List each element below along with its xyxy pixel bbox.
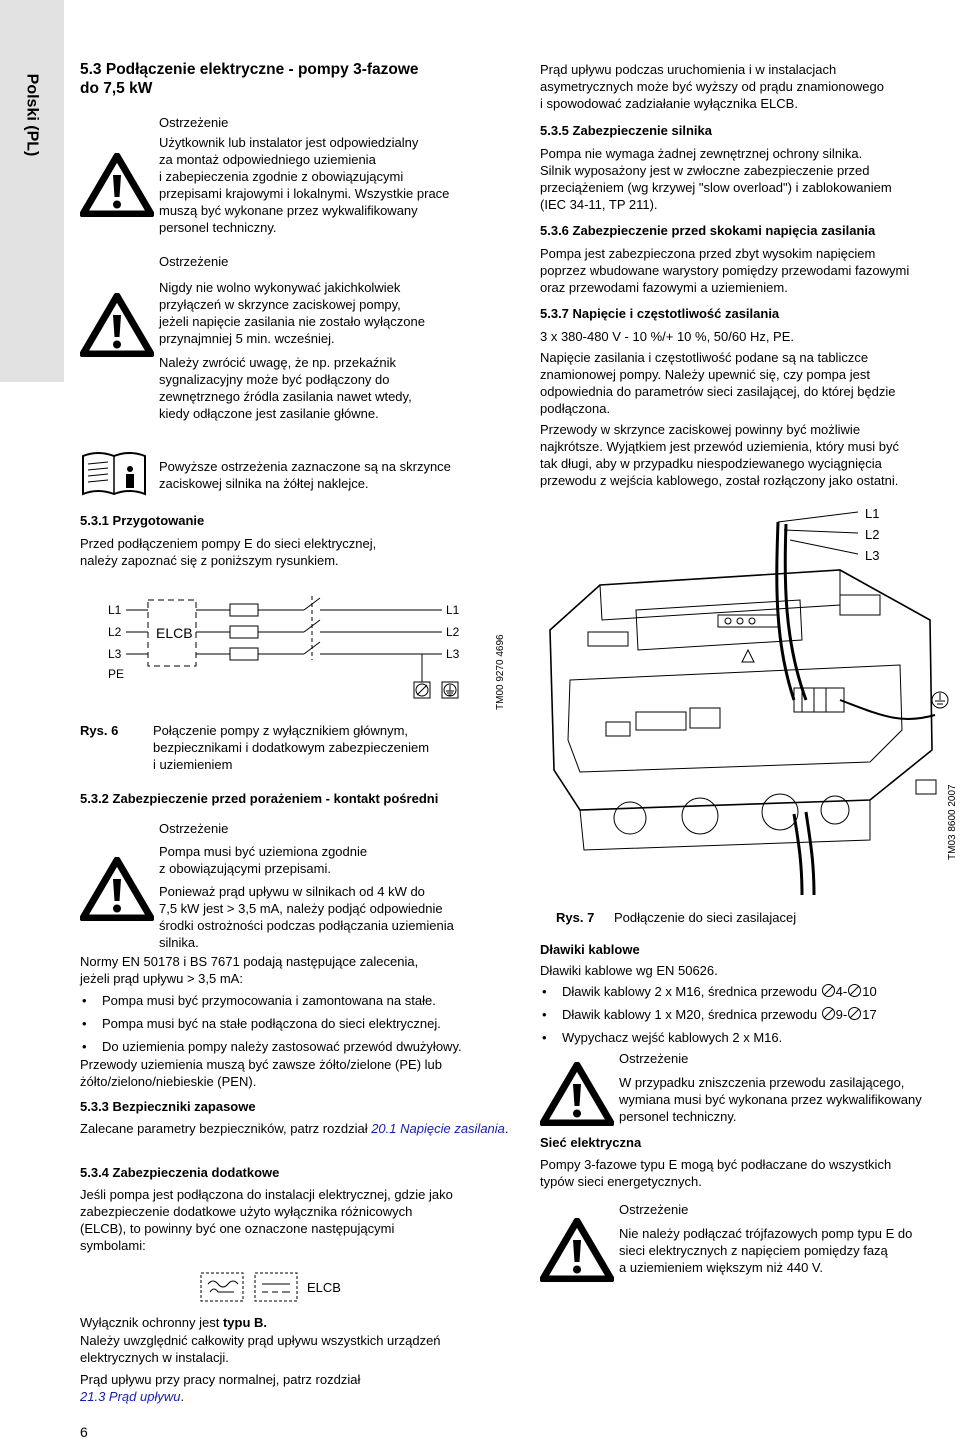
diameter-icon (848, 984, 861, 997)
list-item: • Wypychacz wejść kablowych 2 x M16. (540, 1029, 960, 1046)
warning-title: Ostrzeżenie (159, 821, 229, 836)
ground-wire-text: Przewody uziemienia muszą być zawsze żółto/zielone (PE) lub żółto/zielono/niebieskie (PEN). (80, 1057, 442, 1089)
glands-list (540, 983, 960, 1052)
figure-code: TM00 9270 4696 (495, 634, 506, 710)
figure-caption: Podłączenie do sieci zasilajacej (614, 910, 797, 925)
wiring-length-text: Przewody w skrzynce zaciskowej powinny być możliwie najkrótsze. Wyjątkiem jest przewód uziemienia, który musi być tak długi, aby w przypadku niespodziewanego wyciągnięcia przewodu z wejścia kablowego, został rozłączony jako ostatni. (540, 422, 899, 488)
section-title-5-3-4: 5.3.4 Zabezpieczenia dodatkowe (80, 1165, 280, 1180)
language-label: Polski (PL) (23, 73, 41, 157)
section-title-5-3-7: 5.3.7 Napięcie i częstotliwość zasilania (540, 306, 780, 321)
warning-title: Ostrzeżenie (159, 115, 229, 130)
link-supply-voltage[interactable]: 20.1 Napięcie zasilania (371, 1121, 505, 1136)
warning-title: Ostrzeżenie (619, 1051, 689, 1066)
section-title-5-3-1: 5.3.1 Przygotowanie (80, 513, 205, 528)
warning-text: W przypadku zniszczenia przewodu zasilającego, wymiana musi być wykonana przez wykwalifikowany personel techniczny. (619, 1075, 922, 1124)
diameter-icon (822, 984, 835, 997)
motor-protection-text: Pompa nie wymaga żadnej zewnętrznej ochrony silnika. Silnik wyposażony jest w zwłoczne zabezpieczenie przed przeciążeniem (wg krzywej "slow overload") i zablokowaniem (IEC 34-11, TP 211). (540, 146, 892, 212)
out-label-l1: L1 (446, 603, 460, 617)
list-item: • Pompa musi być przymocowania i zamontowana na stałe. (80, 992, 510, 1009)
breaker-text: Wyłącznik ochronny jest typu B. (80, 1315, 267, 1330)
supply-voltage-value: 3 x 380-480 V - 10 %/+ 10 %, 50/60 Hz, PE. (540, 329, 795, 344)
wiring-diagram-fig6 (80, 592, 520, 714)
section-title-5-3-6: 5.3.6 Zabezpieczenie przed skokami napięcia zasilania (540, 223, 876, 238)
glands-text: Dławiki kablowe wg EN 50626. (540, 963, 718, 978)
warning-block-4 (619, 1050, 959, 1125)
in-label-l3: L3 (108, 647, 122, 661)
warning-icon (80, 293, 154, 357)
list-item: • Dławik kablowy 1 x M20, średnica przewodu 9- 17 (540, 1006, 960, 1023)
warning-text: Użytkownik lub instalator jest odpowiedzialny za montaż odpowiedniego uziemienia i zabepieczenia zgodnie z obowiązującymi przepisami krajowymi i lokalnymi. Wszystkie prace muszą być wykonane przez wykwalifikowany personel techniczny. (159, 135, 450, 235)
section-title-glands: Dławiki kablowe (540, 942, 640, 957)
warning-block-3 (159, 820, 499, 951)
in-label-pe: PE (108, 667, 125, 681)
supply-voltage-text: Napięcie zasilania i częstotliwość podane są na tabliczce znamionowej pompy. Należy upewnić się, czy pompa jest odpowiednia do parametrów sieci zasilającej, do której będzie podłączona. (540, 350, 896, 416)
figure-caption: Połączenie pompy z wyłącznikiem głównym, bezpiecznikami i dodatkowym zabezpieczeniem i uziemieniem (153, 723, 430, 772)
terminal-box-drawing-fig7 (540, 500, 960, 900)
leakage-intro-text: Prąd upływu podczas uruchomienia i w instalacjach asymetrycznych może być wyższy od prądu znamionowego i spowodować zadziałanie wyłącznika ELCB. (540, 62, 884, 111)
elcb-symbol-label: ELCB (307, 1280, 341, 1295)
norms-bullet-list (80, 992, 510, 1061)
fuse-text: Zalecane parametry bezpieczników, patrz rozdział 20.1 Napięcie zasilania. (80, 1121, 509, 1136)
leakage-text: Należy uwzględnić całkowity prąd upływu wszystkich urządzeń elektrycznych w instalacji. (80, 1333, 441, 1365)
figure-code: TM03 8600 2007 (947, 784, 958, 860)
section-title-network: Sieć elektryczna (540, 1135, 642, 1150)
preparation-text: Przed podłączeniem pompy E do sieci elektrycznej, należy zapoznać się z poniższym rysunkiem. (80, 536, 377, 568)
surge-protection-text: Pompa jest zabezpieczona przed zbyt wysokim napięciem poprzez wbudowane warystory pomiędzy przewodami fazowymi oraz przewodami fazowymi a uziemieniem. (540, 246, 910, 295)
supply-label-l3: L3 (865, 548, 880, 563)
network-text: Pompy 3-fazowe typu E mogą być podłaczane do wszystkich typów sieci energetycznych. (540, 1157, 892, 1189)
figure-number: Rys. 6 (80, 723, 119, 738)
warning-title: Ostrzeżenie (159, 254, 229, 269)
supply-label-l1: L1 (865, 506, 880, 521)
read-manual-icon (80, 450, 148, 498)
warning-text: Należy zwrócić uwagę, że np. przekaźnik sygnalizacyjny może być podłączony do zewnętrznego źródla zasilania nawet wtedy, kiedy odłączone jest zasilanie główne. (159, 355, 412, 421)
out-label-l3: L3 (446, 647, 460, 661)
section-title-5-3: 5.3 Podłączenie elektryczne - pompy 3-fazowe do 7,5 kW (80, 61, 419, 97)
list-item: • Do uziemienia pompy należy zastosować przewód dwużyłowy. (80, 1038, 510, 1055)
figure-number: Rys. 7 (556, 910, 595, 925)
warning-text: Nie należy podłączać trójfazowych pomp typu E do sieci elektrycznych z napięciem pomiędzy fazą a uziemieniem większym niż 440 V. (619, 1226, 913, 1275)
link-leakage-current[interactable]: 21.3 Prąd upływu (80, 1389, 181, 1404)
diameter-icon (848, 1007, 861, 1020)
elcb-text: Jeśli pompa jest podłączona do instalacji elektrycznej, gdzie jako zabezpieczenie dodatkowe użyto wyłącznika różnicowych (ELCB), to powinny być one oznaczone następującymi symbolami: (80, 1187, 453, 1253)
elcb-label: ELCB (156, 625, 193, 641)
section-title-5-3-3: 5.3.3 Bezpieczniki zapasowe (80, 1099, 256, 1114)
section-title-5-3-5: 5.3.5 Zabezpieczenie silnika (540, 123, 712, 138)
section-title-5-3-2: 5.3.2 Zabezpieczenie przed porażeniem - kontakt pośredni (80, 791, 439, 806)
warning-icon (540, 1062, 614, 1126)
warning-icon (80, 857, 154, 921)
in-label-l1: L1 (108, 603, 122, 617)
in-label-l2: L2 (108, 625, 122, 639)
warning-block-1 (159, 114, 489, 236)
info-text: Powyższe ostrzeżenia zaznaczone są na skrzynce zaciskowej silnika na żółtej naklejce. (159, 459, 451, 491)
normal-leakage-text: Prąd upływu przy pracy normalnej, patrz rozdział 21.3 Prąd upływu. (80, 1372, 361, 1404)
warning-text: Nigdy nie wolno wykonywać jakichkolwiek przyłączeń w skrzynce zaciskowej pompy, jeżeli napięcie zasilania nie zostało wyłączone przynajmniej 5 min. wcześniej. (159, 280, 425, 346)
diameter-icon (822, 1007, 835, 1020)
out-label-l2: L2 (446, 625, 460, 639)
list-item: • Dławik kablowy 2 x M16, średnica przewodu 4- 10 (540, 983, 960, 1000)
warning-icon (80, 153, 154, 217)
warning-block-2 (159, 253, 489, 422)
warning-icon (540, 1218, 614, 1282)
warning-text: Ponieważ prąd upływu w silnikach od 4 kW do 7,5 kW jest > 3,5 mA, należy podjąć odpowiednie środki ostrożności podczas podłączania uziemienia silnika. (159, 884, 454, 950)
norms-text: Normy EN 50178 i BS 7671 podają następujące zalecenia, jeżeli prąd upływu > 3,5 mA: (80, 954, 419, 986)
list-item: • Pompa musi być na stałe podłączona do sieci elektrycznej. (80, 1015, 510, 1032)
language-side-tab (0, 0, 64, 382)
supply-label-l2: L2 (865, 527, 880, 542)
elcb-symbols (200, 1272, 300, 1302)
warning-block-5 (619, 1201, 959, 1276)
warning-title: Ostrzeżenie (619, 1202, 689, 1217)
warning-text: Pompa musi być uziemiona zgodnie z obowiązującymi przepisami. (159, 844, 368, 876)
page-number: 6 (80, 1424, 88, 1440)
